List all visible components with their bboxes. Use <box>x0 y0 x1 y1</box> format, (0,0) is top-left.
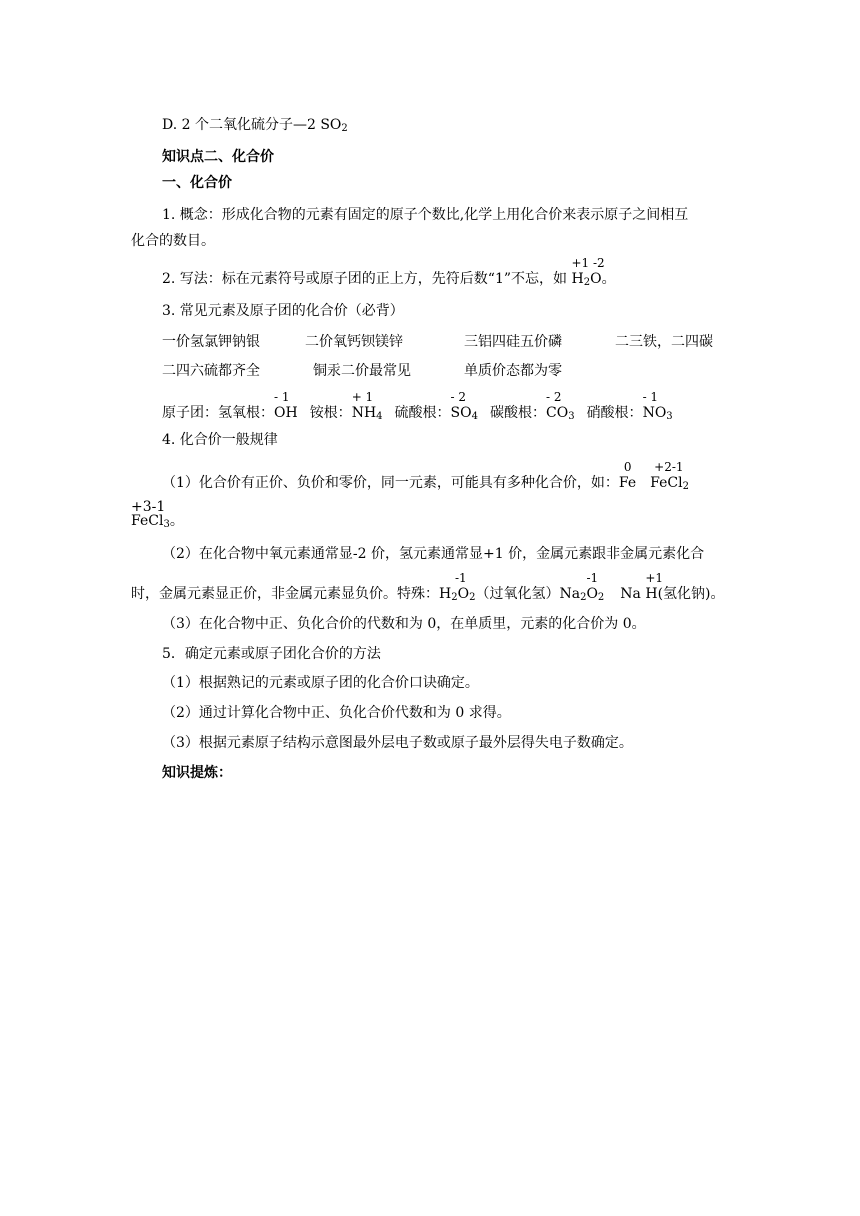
carbonate-formula: - 2 $CO_3$ <box>545 390 575 422</box>
mnemonic-2: 二价氧钙钡镁锌 <box>305 334 403 350</box>
item3-title: 3. 常见元素及原子团的化合价（必背） <box>162 303 404 319</box>
nah-formula: Na +1 H <box>620 571 664 602</box>
water-formula: +1 -2 $H_2O$ <box>571 256 605 288</box>
rule2-line2: 时，金属元素显正价，非金属元素显负价。特殊： -1 $H_2O_2$（过氧化氢）$Na_2$ -1 $O_2$ Na +1 H(氢化钠)。 <box>131 571 725 603</box>
hydroxide-formula: - 1 OH <box>274 390 298 421</box>
sulfate-formula: - 2 $SO_4$ <box>450 390 478 422</box>
nitrate-formula: - 1 $NO_3$ <box>642 390 673 422</box>
mnemonic-6: 铜汞二价最常见 <box>313 363 411 379</box>
mnemonic-1: 一价氢氯钾钠银 <box>162 334 260 350</box>
radicals-line: 原子团：氢氧根： - 1 OH 铵根： + 1 $NH_4$ 硫酸根： - 2 $SO_4$ 碳酸根： - 2 $CO_3$ 硝酸根： - 1 $NO_3$ <box>162 390 673 422</box>
mnemonic-5: 二四六硫都齐全 <box>162 363 260 379</box>
fecl3-valence: +3-1 <box>131 499 166 515</box>
mnemonic-4: 二三铁，二四碳 <box>615 334 713 350</box>
option-d-line: D. 2 个二氧化硫分子—2 $SO_2$ <box>162 117 348 134</box>
summary-heading: 知识提炼： <box>162 765 232 781</box>
sub-title: 一、化合价 <box>162 175 232 191</box>
item1-concept-cont: 化合的数目。 <box>131 233 215 249</box>
item2-writing: 2. 写法：标在元素符号或原子团的正上方，先符后数“1”不忘，如 +1 -2 $H_2O$。 <box>162 256 616 288</box>
rule3-line: （3）在化合物中正、负化合价的代数和为 0，在单质里，元素的化合价为 0。 <box>162 616 646 632</box>
rule2-line1: （2）在化合物中氧元素通常显-2 价，氢元素通常显+1 价，金属元素跟非金属元素化合 <box>162 546 705 562</box>
fecl3-formula: FeCl$_3$。 <box>131 513 184 530</box>
fecl2-formula: +2-1 FeCl$_2$ <box>650 460 689 492</box>
rule1-line: （1）化合价有正价、负价和零价，同一元素，可能具有多种化合价，如： 0 Fe +2-1 FeCl$_2$ <box>162 460 689 492</box>
mnemonic-7: 单质价态都为零 <box>464 363 562 379</box>
method-2: （2）通过计算化合物中正、负化合价代数和为 0 求得。 <box>162 705 511 721</box>
h2o2-formula: -1 $H_2O_2$ <box>439 571 476 603</box>
method-1: （1）根据熟记的元素或原子团的化合价口诀确定。 <box>162 675 479 691</box>
ammonium-formula: + 1 $NH_4$ <box>351 390 383 422</box>
na2o2-formula: $Na_2$ -1 $O_2$ <box>559 571 605 603</box>
mnemonic-3: 三铝四硅五价磷 <box>464 334 562 350</box>
method-3: （3）根据元素原子结构示意图最外层电子数或原子最外层得失电子数确定。 <box>162 735 633 751</box>
fe-formula: 0 Fe <box>618 460 637 491</box>
item1-concept: 1. 概念：形成化合物的元素有固定的原子个数比,化学上用化合价来表示原子之间相互 <box>162 207 689 223</box>
item5-title: 5．确定元素或原子团化合价的方法 <box>162 646 381 662</box>
item4-title: 4. 化合价一般规律 <box>162 432 278 448</box>
section-title: 知识点二、化合价 <box>162 149 274 165</box>
